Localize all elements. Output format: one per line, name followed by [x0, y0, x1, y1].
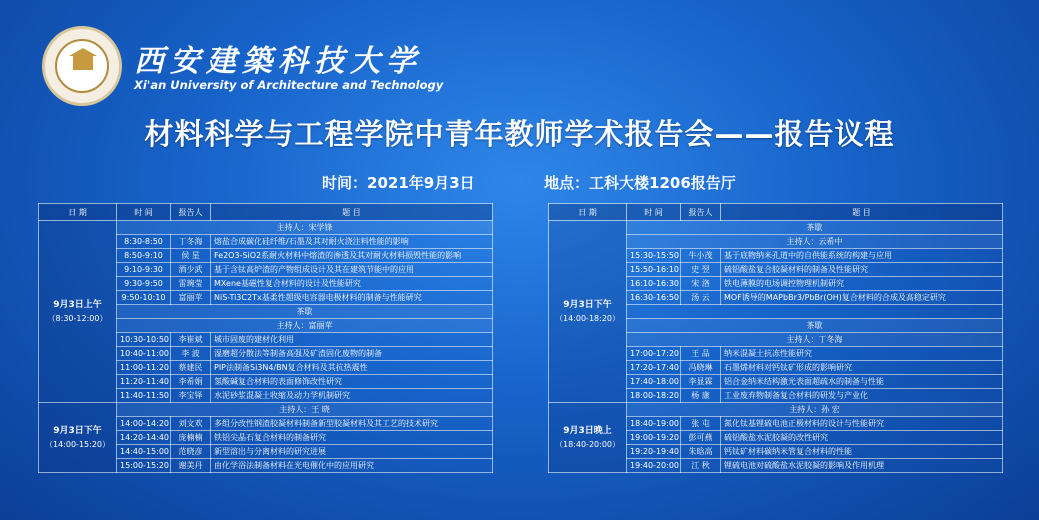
- cell-time: 15:30-15:50: [627, 249, 681, 263]
- time-value: 2021年9月3日: [367, 174, 475, 192]
- session-range: （8:30-12:00）: [47, 313, 108, 323]
- cell-topic: 氮化钛基锂硫电池正极材料的设计与性能研究: [721, 417, 1003, 431]
- session-label: 9月3日下午: [563, 299, 612, 310]
- col-topic: 题 目: [211, 204, 493, 221]
- host-row: [549, 403, 1003, 417]
- host-cell: 主持人：富丽苹: [117, 319, 493, 333]
- cell-presenter: 江 秋: [681, 459, 721, 473]
- break-cell: 茶歇: [117, 305, 493, 319]
- cell-time: 8:50-9:10: [117, 249, 171, 263]
- cell-presenter: 彭可燕: [681, 431, 721, 445]
- cell-time: 16:30-16:50: [627, 291, 681, 305]
- cell-time: 10:30-10:50: [117, 333, 171, 347]
- cell-time: 14:20-14:40: [117, 431, 171, 445]
- cell-time: 16:10-16:30: [627, 277, 681, 291]
- university-name-en: Xi'an University of Architecture and Technology: [134, 78, 444, 92]
- cell-time: 17:00-17:20: [627, 347, 681, 361]
- empty-cell: [627, 305, 1003, 319]
- col-presenter: 报告人: [171, 204, 211, 221]
- table-header: [39, 204, 493, 221]
- cell-presenter: 雷琬莹: [171, 277, 211, 291]
- cell-time: 10:40-11:00: [117, 347, 171, 361]
- place-value: 工科大楼1206报告厅: [589, 174, 736, 192]
- cell-topic: 硫铝酸盐复合胶凝材料的制备及性能研究: [721, 263, 1003, 277]
- cell-time: 8:30-8:50: [117, 235, 171, 249]
- col-time: 时 间: [627, 204, 681, 221]
- cell-topic: 由化学浴法制备材料在光电催化中的应用研究: [211, 459, 493, 473]
- session-range: （18:40-20:00）: [555, 439, 620, 449]
- col-topic: 题 目: [721, 204, 1003, 221]
- cell-topic: PIP法制备Si3N4/BN复合材料及其抗热震性: [211, 361, 493, 375]
- cell-topic: MXene基磁性复合材料的设计及性能研究: [211, 277, 493, 291]
- cell-topic: Fe2O3-SiO2系耐火材料中熔渣的渗透及其对耐火材料损毁性能的影响: [211, 249, 493, 263]
- cell-presenter: 李 波: [171, 347, 211, 361]
- cell-presenter: 李宝铎: [171, 389, 211, 403]
- cell-time: 14:40-15:00: [117, 445, 171, 459]
- cell-topic: 纳米混凝土抗冻性能研究: [721, 347, 1003, 361]
- time-label: 时间：: [322, 174, 368, 192]
- session-label: 9月3日下午: [53, 425, 102, 436]
- cell-topic: 湿磨超分散法等制备高强及矿渣固化废物的制备: [211, 347, 493, 361]
- host-cell: 主持人：云希中: [627, 235, 1003, 249]
- cell-presenter: 庞楠楠: [171, 431, 211, 445]
- cell-topic: NiS-Ti3C2Tx基柔性超级电容器电极材料的制备与性能研究: [211, 291, 493, 305]
- cell-presenter: 朱晗高: [681, 445, 721, 459]
- cell-presenter: 酒少武: [171, 263, 211, 277]
- cell-topic: 水泥砂浆混凝土收缩及动力学机制研究: [211, 389, 493, 403]
- page-title: 材料科学与工程学院中青年教师学术报告会——报告议程: [144, 117, 895, 151]
- col-time: 时 间: [117, 204, 171, 221]
- cell-topic: 工业废弃物制备复合材料的研发与产业化: [721, 389, 1003, 403]
- cell-presenter: 李希娟: [171, 375, 211, 389]
- cell-presenter: 范晓彦: [171, 445, 211, 459]
- cell-topic: 基于含钛高炉渣的产物组成设计及其在建筑节能中的应用: [211, 263, 493, 277]
- cell-topic: 铁铝尖晶石复合材料的制备研究: [211, 431, 493, 445]
- cell-presenter: 富丽苹: [171, 291, 211, 305]
- cell-topic: 钙钛矿材料碳纳米管复合材料的性能: [721, 445, 1003, 459]
- break-cell: 茶歇: [627, 319, 1003, 333]
- break-row: [549, 221, 1003, 235]
- logo-emblem: [55, 39, 109, 93]
- cell-topic: 铁电薄膜的电场调控物理机制研究: [721, 277, 1003, 291]
- cell-presenter: 牛小茂: [681, 249, 721, 263]
- col-presenter: 报告人: [681, 204, 721, 221]
- cell-time: 19:40-20:00: [627, 459, 681, 473]
- cell-presenter: 史 翌: [681, 263, 721, 277]
- building-icon: [73, 56, 93, 70]
- cell-topic: 多组分改性钢渣胶凝材料制备新型胶凝材料及其工艺的技术研究: [211, 417, 493, 431]
- cell-time: 17:20-17:40: [627, 361, 681, 375]
- cell-time: 18:00-18:20: [627, 389, 681, 403]
- cell-presenter: 杨 康: [681, 389, 721, 403]
- host-cell: 主持人：丁冬海: [627, 333, 1003, 347]
- session-morning: [39, 221, 117, 403]
- cell-time: 19:00-19:20: [627, 431, 681, 445]
- col-date: 日 期: [549, 204, 627, 221]
- break-cell: 茶歇: [627, 221, 1003, 235]
- session-evening: [549, 403, 627, 473]
- cell-presenter: 张 屯: [681, 417, 721, 431]
- cell-time: 9:10-9:30: [117, 263, 171, 277]
- event-time: [322, 172, 475, 193]
- cell-time: 11:20-11:40: [117, 375, 171, 389]
- table-header: [549, 204, 1003, 221]
- cell-time: 9:50-10:10: [117, 291, 171, 305]
- cell-topic: 基于底物纳米孔道中的自供能系统的构建与应用: [721, 249, 1003, 263]
- cell-time: 11:00-11:20: [117, 361, 171, 375]
- cell-time: 14:00-14:20: [117, 417, 171, 431]
- col-date: 日 期: [39, 204, 117, 221]
- host-cell: 主持人：宋学锋: [117, 221, 493, 235]
- cell-time: 15:00-15:20: [117, 459, 171, 473]
- cell-presenter: 冯晓琳: [681, 361, 721, 375]
- cell-presenter: 侯 星: [171, 249, 211, 263]
- place-label: 地点：: [544, 174, 590, 192]
- cell-topic: 熔盐合成碳化硅纤维/石墨及其对耐火浇注料性能的影响: [211, 235, 493, 249]
- cell-time: 9:30-9:50: [117, 277, 171, 291]
- session-label: 9月3日上午: [53, 299, 102, 310]
- cell-presenter: 王 品: [681, 347, 721, 361]
- host-row: [39, 221, 493, 235]
- session-range: （14:00-15:20）: [45, 439, 110, 449]
- session-range: （14:00-18:20）: [555, 313, 620, 323]
- cell-time: 15:50-16:10: [627, 263, 681, 277]
- cell-time: 11:40-11:50: [117, 389, 171, 403]
- university-logo: [42, 26, 122, 106]
- cell-presenter: 宋 洛: [681, 277, 721, 291]
- session-afternoon: [39, 403, 117, 473]
- cell-topic: MOF诱导的MAPbBr3/PbBr(OH)复合材料的合成及高稳定研究: [721, 291, 1003, 305]
- host-cell: 主持人：王 晓: [117, 403, 493, 417]
- agenda-table-left: [38, 203, 493, 473]
- event-place: [544, 172, 736, 193]
- cell-presenter: 刘文欢: [171, 417, 211, 431]
- session-afternoon-right: [549, 221, 627, 403]
- cell-presenter: 李崔斌: [171, 333, 211, 347]
- university-name-cn: 西安建築科技大学: [134, 44, 422, 79]
- cell-presenter: 丁冬海: [171, 235, 211, 249]
- cell-presenter: 谢美丹: [171, 459, 211, 473]
- cell-time: 18:40-19:00: [627, 417, 681, 431]
- agenda-table-right: [548, 203, 1003, 473]
- cell-topic: 硫铝酸盐水泥胶凝的改性研究: [721, 431, 1003, 445]
- cell-topic: 新型溶出与分离材料的研究进展: [211, 445, 493, 459]
- cell-time: 19:20-19:40: [627, 445, 681, 459]
- host-cell: 主持人：孙 宏: [627, 403, 1003, 417]
- cell-presenter: 蔡建民: [171, 361, 211, 375]
- cell-topic: 锂硫电池对硫酸盐水泥胶凝的影响及作用机理: [721, 459, 1003, 473]
- cell-topic: 铝合金纳米结构激光表面超疏水的制备与性能: [721, 375, 1003, 389]
- cell-topic: 氢酸碱复合材料的表面修饰改性研究: [211, 375, 493, 389]
- cell-presenter: 李显霖: [681, 375, 721, 389]
- cell-time: 17:40-18:00: [627, 375, 681, 389]
- session-label: 9月3日晚上: [563, 425, 612, 436]
- cell-presenter: 汤 云: [681, 291, 721, 305]
- cell-topic: 城市固废的建材化利用: [211, 333, 493, 347]
- cell-topic: 石墨烯材料对钙钛矿形成的影响研究: [721, 361, 1003, 375]
- host-row: [39, 403, 493, 417]
